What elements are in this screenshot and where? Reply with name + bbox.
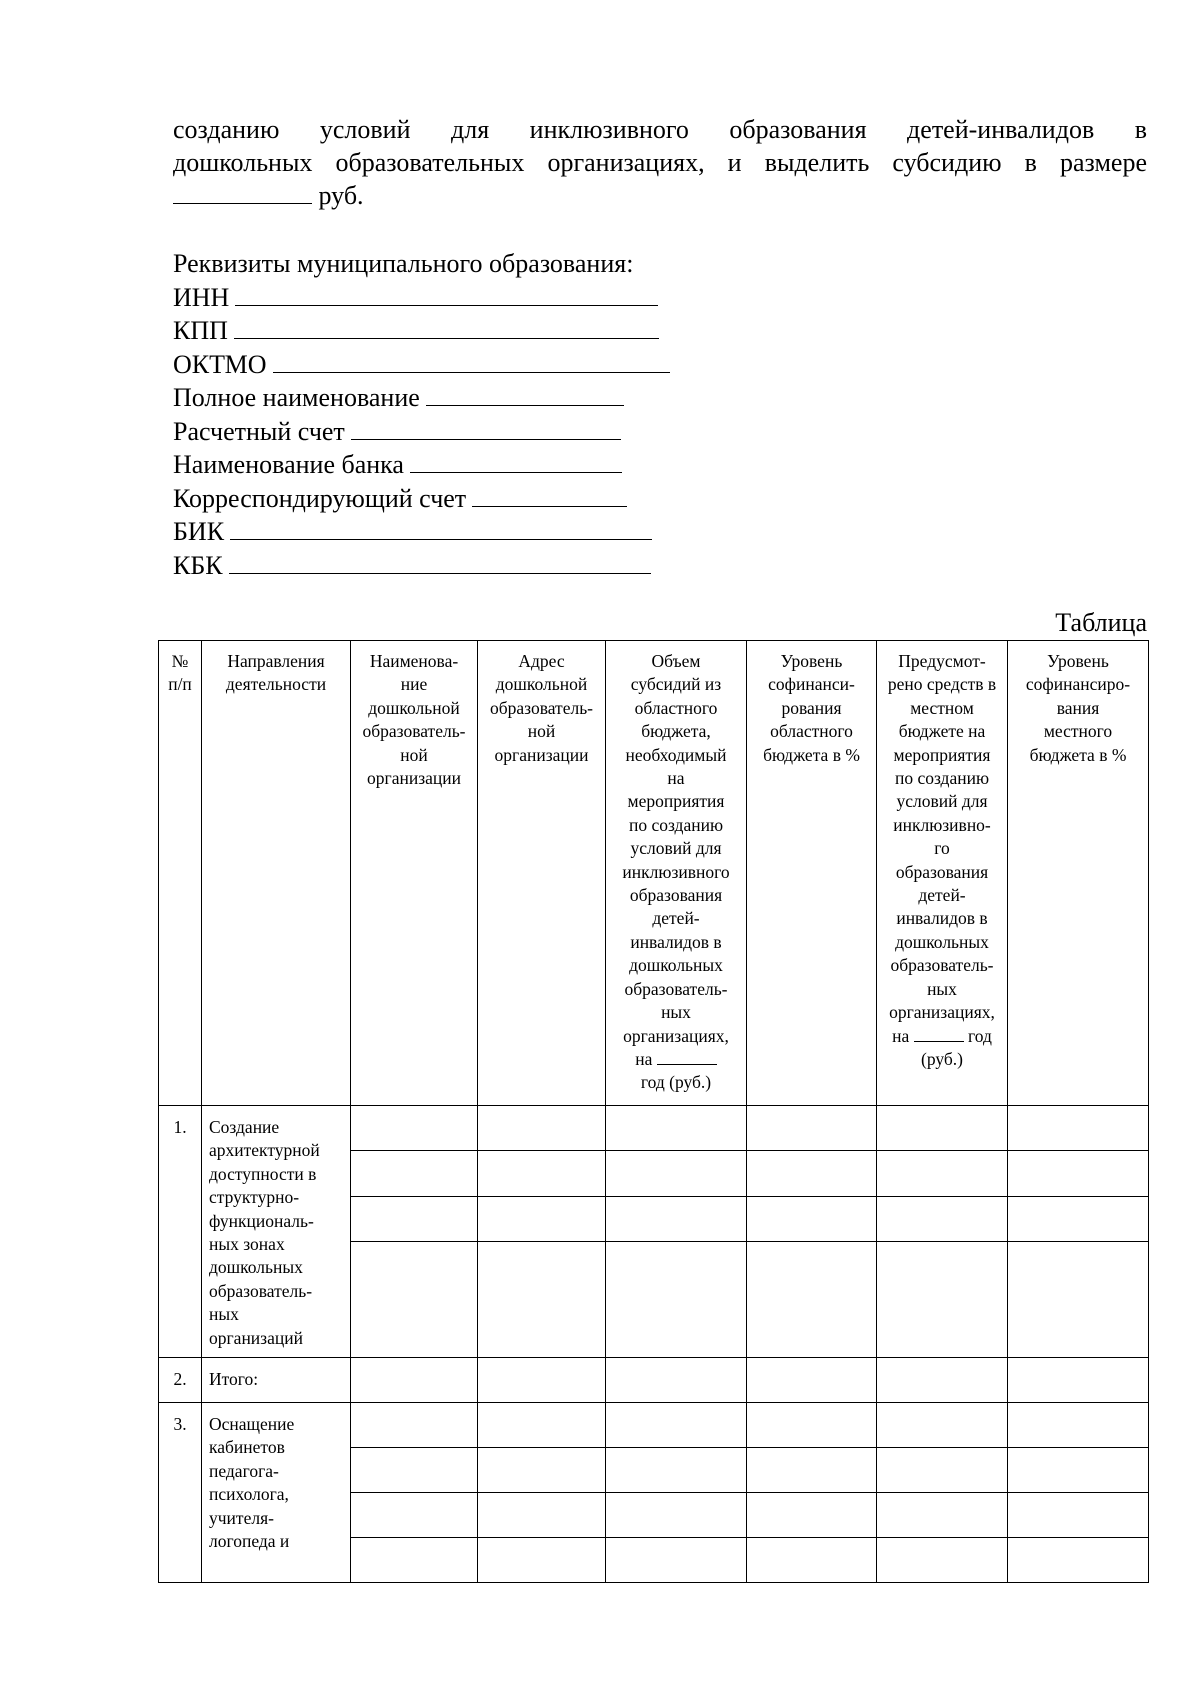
table-cell[interactable] <box>747 1538 877 1583</box>
intro-line-2: дошкольных образовательных организациях, и выделить субсидию в размере <box>173 148 1147 177</box>
table-cell[interactable] <box>1008 1403 1149 1448</box>
field-bank-name-label: Наименование банка <box>173 450 404 479</box>
table-cell[interactable] <box>1008 1151 1149 1197</box>
table-caption: Таблица <box>1055 608 1147 637</box>
header-direction: Направления деятельности <box>202 641 351 1106</box>
field-corr-account-line <box>472 482 627 507</box>
table-row <box>159 1106 1149 1151</box>
table-cell[interactable] <box>351 1538 478 1583</box>
table-cell[interactable] <box>351 1151 478 1197</box>
table-cell[interactable] <box>606 1242 747 1358</box>
intro-line-1: созданию условий для инклюзивного образования детей-инвалидов в <box>173 115 1147 144</box>
header-local-level: Уровень софинансиро- вания местного бюджета в % <box>1008 641 1149 1106</box>
table-cell[interactable] <box>351 1106 478 1151</box>
table-cell[interactable] <box>1008 1538 1149 1583</box>
intro-line-3 <box>173 179 1147 212</box>
table-cell[interactable] <box>351 1242 478 1358</box>
table-cell[interactable] <box>877 1403 1008 1448</box>
header-org-name: Наименова- ние дошкольной образователь- ной организации <box>351 641 478 1106</box>
table-cell[interactable] <box>747 1242 877 1358</box>
table-cell[interactable] <box>747 1106 877 1151</box>
row-3-num: 3. <box>159 1403 202 1583</box>
header-subsidy-volume: Объем субсидий из областного бюджета, необходимый на мероприятия по созданию условий для инклюзивного образования детей- инвалидов в дошкольных образователь- ных организациях, на год (руб.) <box>606 641 747 1106</box>
table-cell[interactable] <box>478 1197 606 1242</box>
table-cell[interactable] <box>1008 1448 1149 1493</box>
table-cell[interactable] <box>478 1358 606 1403</box>
table-cell[interactable] <box>747 1403 877 1448</box>
currency-label: руб. <box>318 181 364 210</box>
table-cell[interactable] <box>877 1197 1008 1242</box>
field-account-label: Расчетный счет <box>173 416 345 446</box>
table-cell[interactable] <box>606 1151 747 1197</box>
header-regional-level: Уровень софинанси- рования областного бюджета в % <box>747 641 877 1106</box>
table-cell[interactable] <box>606 1106 747 1151</box>
table-cell[interactable] <box>351 1493 478 1538</box>
field-oktmo-line <box>273 348 670 373</box>
table-cell[interactable] <box>877 1106 1008 1151</box>
table-cell[interactable] <box>478 1106 606 1151</box>
field-oktmo <box>173 348 670 382</box>
field-kbk-label: КБК <box>173 550 223 580</box>
table-cell[interactable] <box>747 1151 877 1197</box>
row-2-num: 2. <box>159 1358 202 1403</box>
field-inn <box>173 281 670 315</box>
table-cell[interactable] <box>1008 1242 1149 1358</box>
field-full-name-line <box>426 381 624 406</box>
field-bik-line <box>230 515 652 540</box>
table-cell[interactable] <box>877 1358 1008 1403</box>
field-bank-name-line <box>410 448 622 473</box>
header-org-address: Адрес дошкольной образователь- ной организации <box>478 641 606 1106</box>
field-inn-line <box>235 281 658 306</box>
field-bik-label: БИК <box>173 517 225 546</box>
header-local-funds: Предусмот- рено средств в местном бюджете на мероприятия по созданию условий для инклюзивно- го образования детей- инвалидов в дошкольных образователь- ных организациях, на год (руб.) <box>877 641 1008 1106</box>
field-account-line <box>351 415 621 440</box>
table-cell[interactable] <box>351 1197 478 1242</box>
field-kbk-line <box>229 549 651 574</box>
field-inn-label: ИНН <box>173 282 230 312</box>
intro-paragraph <box>173 113 1147 212</box>
table-cell[interactable] <box>1008 1106 1149 1151</box>
table-cell[interactable] <box>478 1403 606 1448</box>
field-full-name <box>173 381 670 415</box>
subsidy-amount-blank <box>173 181 312 204</box>
table-cell[interactable] <box>606 1493 747 1538</box>
field-kbk <box>173 549 670 583</box>
table-cell[interactable] <box>478 1493 606 1538</box>
table-cell[interactable] <box>877 1538 1008 1583</box>
field-bik <box>173 515 670 549</box>
table-row <box>159 1358 1149 1403</box>
row-2-direction: Итого: <box>202 1358 351 1403</box>
field-oktmo-label: ОКТМО <box>173 349 267 379</box>
table-cell[interactable] <box>1008 1358 1149 1403</box>
field-kpp-line <box>234 314 659 339</box>
row-1-direction: Создание архитектурной доступности в структурно- функциональ- ных зонах дошкольных образователь- ных организаций <box>202 1106 351 1358</box>
table-cell[interactable] <box>747 1448 877 1493</box>
field-corr-account-label: Корреспондирующий счет <box>173 483 467 513</box>
table-cell[interactable] <box>747 1358 877 1403</box>
table-cell[interactable] <box>1008 1493 1149 1538</box>
field-full-name-label: Полное наименование <box>173 383 420 412</box>
subsidy-table <box>158 640 1149 1583</box>
requisites-block <box>173 248 670 582</box>
table-header-row <box>159 641 1149 1106</box>
table-cell[interactable] <box>351 1448 478 1493</box>
field-kpp-label: КПП <box>173 316 228 345</box>
field-kpp <box>173 314 670 348</box>
field-corr-account <box>173 482 670 516</box>
table-cell[interactable] <box>877 1151 1008 1197</box>
header-num: № п/п <box>159 641 202 1106</box>
field-account <box>173 415 670 449</box>
row-1-num: 1. <box>159 1106 202 1358</box>
table-cell[interactable] <box>877 1448 1008 1493</box>
table-cell[interactable] <box>478 1242 606 1358</box>
table-cell[interactable] <box>478 1151 606 1197</box>
table-cell[interactable] <box>1008 1197 1149 1242</box>
table-cell[interactable] <box>478 1448 606 1493</box>
table-row <box>159 1403 1149 1448</box>
table-cell[interactable] <box>877 1242 1008 1358</box>
table-cell[interactable] <box>351 1403 478 1448</box>
table-cell[interactable] <box>747 1197 877 1242</box>
table-cell[interactable] <box>351 1358 478 1403</box>
field-bank-name <box>173 448 670 482</box>
table-cell[interactable] <box>606 1448 747 1493</box>
row-3-direction: Оснащение кабинетов педагога- психолога, учителя- логопеда и <box>202 1403 351 1583</box>
table-cell[interactable] <box>478 1538 606 1583</box>
requisites-title: Реквизиты муниципального образования: <box>173 249 634 278</box>
table-cell[interactable] <box>606 1538 747 1583</box>
table-cell[interactable] <box>877 1493 1008 1538</box>
table-cell[interactable] <box>606 1358 747 1403</box>
table-cell[interactable] <box>747 1493 877 1538</box>
table-cell[interactable] <box>606 1403 747 1448</box>
table-cell[interactable] <box>606 1197 747 1242</box>
